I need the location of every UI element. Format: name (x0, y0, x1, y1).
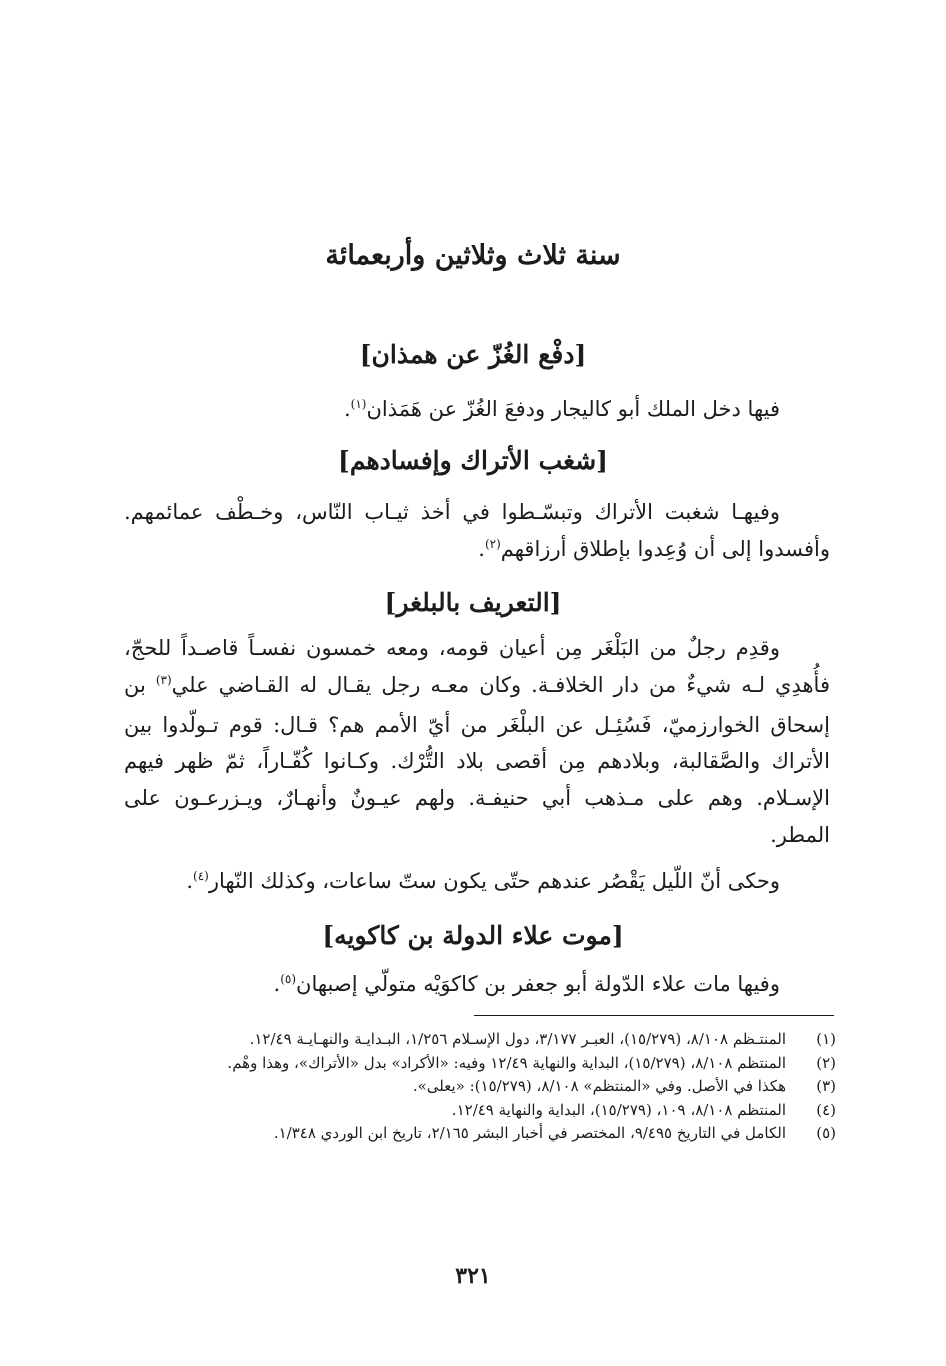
paragraph-ala-dawla (124, 966, 830, 1006)
footnote-divider (474, 1015, 834, 1016)
footnote-number: (٢) (816, 1053, 836, 1072)
footnote-ref-5[interactable]: (٥) (280, 972, 297, 986)
footnote-ref-4[interactable]: (٤) (193, 869, 209, 883)
footnote-number: (١) (816, 1030, 836, 1048)
footnote-1 (120, 1028, 836, 1052)
footnote-text: الكامل في التاريخ ٩/٤٩٥، المختصر في أخبار البشر ٢/١٦٥، تاريخ ابن الوردي ١/٣٤٨. (273, 1124, 786, 1142)
year-title: سنة ثلاث وثلاثين وأربعمائة (325, 240, 621, 271)
footnote-number: (٣) (816, 1077, 836, 1095)
section-heading-bulghar: [التعريف بالبلغر] (384, 588, 562, 617)
footnote-text: المنتظم ٨/١٠٨، ١٠٩، (١٥/٢٧٩)، البداية والنهاية ١٢/٤٩. (451, 1100, 786, 1119)
paragraph-text: فيها دخل الملك أبو كاليجار ودفعَ الغُزّ عن هَمَذان (366, 397, 780, 421)
paragraph-bulghar-2 (124, 863, 830, 903)
footnote-text: المنتـظم ٨/١٠٨، (١٥/٢٧٩)، العبـر ٣/١٧٧، دول الإسـلام ١/٢٥٦، البـدايـة والنهـايـة ١٢/٤٩. (249, 1030, 786, 1048)
paragraph-continuation: بن إسحاق الخوارزميّ، فَسُئِـل عن البلْغَر من أيّ الأمم هم؟ قـال: قوم تـولّدوا بين الأتراك والصَّقالبة، وبلادهم مِن أقصى بلاد التُّرْك. وكـانوا كُفّـاراً، ثمّ ظهر فيهم الإسـلام. وهم على مـذهب أبي حنيفـة. ولهم عيـونٌ وأنهـارٌ، ويـزرعـون على المطر. (124, 672, 830, 847)
footnote-ref-2[interactable]: (٢) (484, 536, 501, 551)
footnote-ref-1[interactable]: (١) (350, 397, 367, 411)
footnote-number: (٤) (816, 1100, 836, 1119)
paragraph-ghuzz (124, 391, 830, 431)
paragraph-text: وحكى أنّ اللّيل يَقْصُر عندهم حتّى يكون ستّ ساعات، وكذلك النّهار (208, 869, 780, 893)
page-number: ٣٢١ (455, 1263, 491, 1289)
footnote-text: هكذا في الأصل. وفي «المنتظم» ٨/١٠٨، (١٥/٢٧٩): «يعلى». (412, 1077, 786, 1095)
paragraph-turks-riot (124, 494, 830, 571)
footnote-5 (120, 1122, 836, 1146)
footnote-number: (٥) (816, 1124, 836, 1142)
paragraph-end: . (273, 972, 281, 996)
paragraph-text: وفيهـا شغبت الأتراك وتبسّـطوا في أخذ ثيـاب النّاس، وخـطْف عمائمهم. وأفسدوا إلى أن وُعِدوا بإطلاق أرزاقهم (124, 500, 830, 561)
paragraph-text: وقدِم رجلٌ من البَلْغَر مِن أعيان قومه، ومعه خمسون نفسـاً قاصـداً للحجّ، فأُهدِي لـه شيءٌ من دار الخلافـة. وكان معـه رجل يقـال له القـاضي علي (124, 636, 830, 697)
section-heading-ghuzz: [دفْع الغُزّ عن همذان] (359, 340, 587, 369)
footnote-2 (120, 1052, 836, 1076)
paragraph-text: وفيها مات علاء الدّولة أبو جعفر بن كاكوَيْه متولّي إصبهان (296, 972, 780, 996)
footnotes (120, 1028, 836, 1146)
paragraph-end: . (186, 869, 194, 893)
footnote-text: المنتظم ٨/١٠٨، (١٥/٢٧٩)، البداية والنهاية ١٢/٤٩ وفيه: «الأكراد» بدل «الأتراك»، وهذا وهْم. (227, 1053, 786, 1072)
paragraph-bulghar-1 (124, 630, 830, 854)
footnote-3 (120, 1075, 836, 1099)
footnote-4 (120, 1099, 836, 1123)
section-heading-ala-dawla: [موت علاء الدولة بن كاكويه] (322, 921, 624, 950)
footnote-ref-3[interactable]: (٣) (155, 672, 172, 687)
paragraph-end: . (478, 536, 485, 561)
paragraph-end: . (343, 397, 351, 421)
section-heading-turks-riot: [شغب الأتراك وإفسادهم] (338, 446, 608, 475)
